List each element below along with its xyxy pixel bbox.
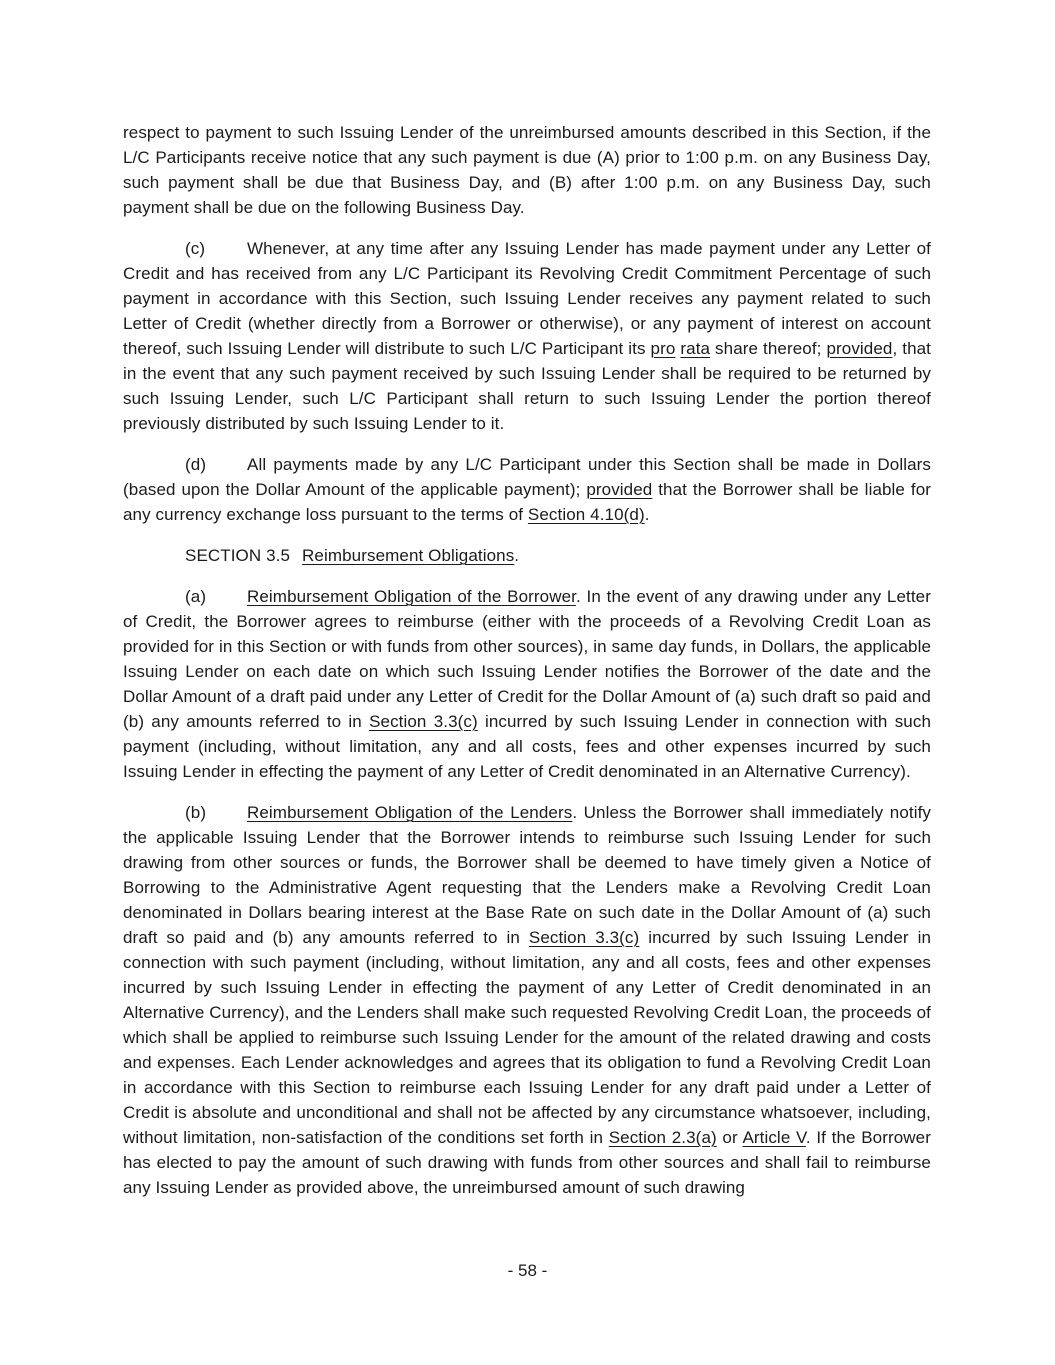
body-text: . If the Borrower has elected to pay the amount of such drawing with funds from other sources and shall fail to reimburse any Issuing Lender as provided above, the unreimbursed amount of such drawing [123,1128,931,1197]
body-text: share thereof; [710,339,827,358]
subsection-title-lenders: Reimbursement Obligation of the Lenders [247,803,573,822]
paragraph-marker-b: (b) [185,803,207,822]
body-text: incurred by such Issuing Lender in connection with such payment (including, without limitation, any and all costs, fees and other expenses incurred by such Issuing Lender in effecting the payment of any Letter of Credit denominated in an Alternative Currency). [123,712,931,781]
section-ref-3-3-c: Section 3.3(c) [528,928,640,947]
section-ref-2-3-a: Section 2.3(a) [608,1128,717,1147]
term-provided: provided [586,480,653,499]
body-text: , that in the event that any such payment received by such Issuing Lender shall be required to be returned by such Issuing Lender, such L/C Participant shall return to such Issuing Lender the portion thereof previously distributed by such Issuing Lender to it. [123,339,932,433]
article-ref-v: Article V [742,1128,806,1147]
body-text: respect to payment to such Issuing Lender of the unreimbursed amounts described in this Section, if the L/C Participants receive notice that any such payment is due (A) prior to 1:00 p.m. on any Business Day, such payment shall be due that Business Day, and (B) after 1:00 p.m. on any Business Day, such payment shall be due on the following Business Day. [123,123,931,217]
paragraph-a [123,584,931,784]
body-text: . [514,546,520,565]
body-text: or [716,1128,743,1147]
page-body [123,120,931,1216]
paragraph-b [123,800,931,1200]
body-text: that the Borrower shall be liable for any currency exchange loss pursuant to the terms of [123,480,932,524]
term-rata: rata [680,339,711,358]
section-heading-3-5 [123,543,931,568]
paragraph-marker-c: (c) [185,239,206,258]
term-provided: provided [826,339,893,358]
body-text: All payments made by any L/C Participant under this Section shall be made in Dollars (based upon the Dollar Amount of the applicable payment); [123,455,931,499]
page-number: - 58 - [507,1261,548,1280]
body-text: . Unless the Borrower shall immediately notify the applicable Issuing Lender that the Borrower intends to reimburse such Issuing Lender for such drawing from other sources or funds, the Borrower shall be deemed to have timely given a Notice of Borrowing to the Administrative Agent requesting that the Lenders make a Revolving Credit Loan denominated in Dollars bearing interest at the Base Rate on such date in the Dollar Amount of (a) such draft so paid and (b) any amounts referred to in [123,803,931,947]
body-text: incurred by such Issuing Lender in connection with such payment (including, without limitation, any and all costs, fees and other expenses incurred by such Issuing Lender in effecting the payment of any Letter of Credit denominated in an Alternative Currency), and the Lenders shall make such requested Revolving Credit Loan, the proceeds of which shall be applied to reimburse such Issuing Lender for the amount of the related drawing and costs and expenses. Each Lender acknowledges and agrees that its obligation to fund a Revolving Credit Loan in accordance with this Section to reimburse each Issuing Lender for any draft paid under a Letter of Credit is absolute and unconditional and shall not be affected by any circumstance whatsoever, including, without limitation, non-satisfaction of the conditions set forth in [123,928,932,1147]
section-ref-4-10-d: Section 4.10(d) [527,505,645,524]
section-number: SECTION 3.5 [185,546,291,565]
paragraph-continuation [123,120,931,220]
paragraph-d [123,452,931,527]
body-text: Whenever, at any time after any Issuing Lender has made payment under any Letter of Credit and has received from any L/C Participant its Revolving Credit Commitment Percentage of such payment in accordance with this Section, such Issuing Lender receives any payment related to such Letter of Credit (whether directly from a Borrower or otherwise), or any payment of interest on account thereof, such Issuing Lender will distribute to such L/C Participant its [123,239,931,358]
section-ref-3-3-c: Section 3.3(c) [369,712,478,731]
section-title: Reimbursement Obligations [302,546,515,565]
paragraph-marker-a: (a) [185,587,207,606]
paragraph-c [123,236,931,436]
body-text: . In the event of any drawing under any Letter of Credit, the Borrower agrees to reimburse (either with the proceeds of a Revolving Credit Loan as provided for in this Section or with funds from other sources), in same day funds, in Dollars, the applicable Issuing Lender on each date on which such Issuing Lender notifies the Borrower of the date and the Dollar Amount of a draft paid under any Letter of Credit for the Dollar Amount of (a) such draft so paid and (b) any amounts referred to in [123,587,931,731]
term-pro: pro [650,339,676,358]
subsection-title-borrower: Reimbursement Obligation of the Borrower [247,587,576,606]
paragraph-marker-d: (d) [185,455,207,474]
body-text: . [644,505,650,524]
page-footer [0,1258,1055,1283]
